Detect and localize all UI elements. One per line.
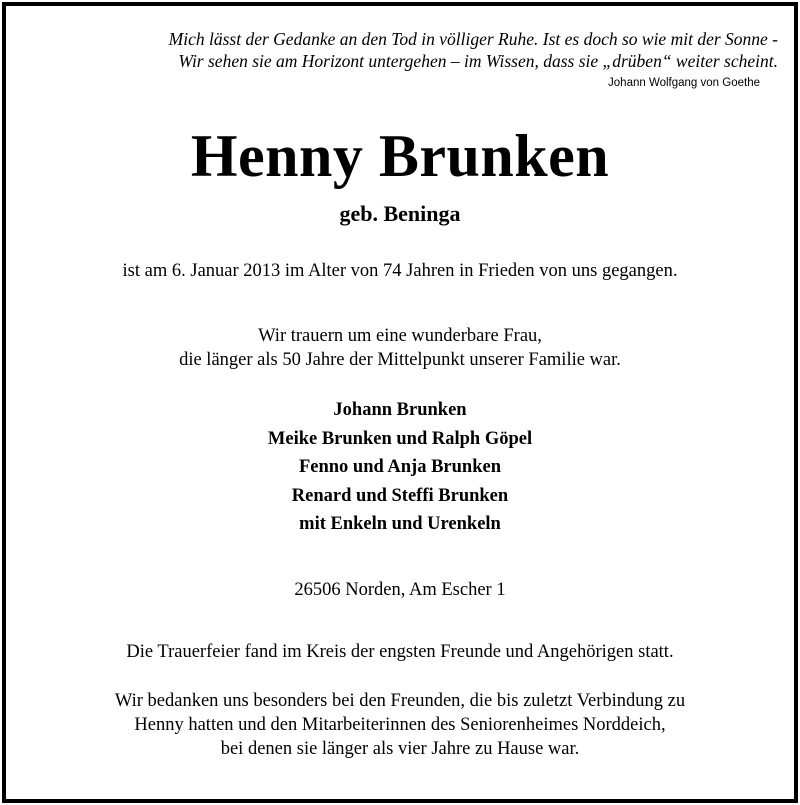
mourner-5: mit Enkeln und Urenkeln <box>299 514 501 534</box>
funeral-line: Die Trauerfeier fand im Kreis der engsten Freunde und Angehörigen statt. <box>126 642 674 662</box>
deceased-name: Henny Brunken <box>190 123 610 189</box>
thanks-line-1: Wir bedanken uns besonders bei den Freunden, die bis zuletzt Verbindung zu <box>114 691 686 711</box>
death-announcement <box>0 259 800 283</box>
quote-line-1: Mich lässt der Gedanke an den Tod in völliger Ruhe. Ist es doch so wie mit der Sonne - <box>168 29 778 49</box>
family-address <box>0 578 800 602</box>
funeral-note <box>0 640 800 664</box>
quote-line-2: Wir sehen sie am Horizont untergehen – im Wissen, dass sie „drüben“ weiter scheint. <box>178 51 778 71</box>
quote-author: Johann Wolfgang von Goethe <box>608 77 760 89</box>
announcement-line: ist am 6. Januar 2013 im Alter von 74 Jahren in Frieden von uns gegangen. <box>122 261 678 281</box>
mourning-line-1: Wir trauern um eine wunderbare Frau, <box>258 326 542 346</box>
thanks-line-2: Henny hatten und den Mitarbeiterinnen des Seniorenheimes Norddeich, <box>134 715 666 735</box>
mourner-1: Johann Brunken <box>333 400 467 420</box>
mourner-2: Meike Brunken und Ralph Göpel <box>267 428 533 449</box>
address-line: 26506 Norden, Am Escher 1 <box>294 580 506 600</box>
thanks-line-3: bei denen sie länger als vier Jahre zu Hause war. <box>220 739 580 759</box>
mourner-4: Renard und Steffi Brunken <box>291 485 509 506</box>
mourning-text <box>0 324 800 372</box>
mourner-3: Fenno und Anja Brunken <box>298 457 502 477</box>
maiden-name: geb. Beninga <box>339 201 461 226</box>
mourning-line-2: die länger als 50 Jahre der Mittelpunkt unserer Familie war. <box>179 350 621 370</box>
mourners-list <box>0 396 800 539</box>
goethe-quote <box>20 28 778 72</box>
thanks-note <box>0 689 800 761</box>
